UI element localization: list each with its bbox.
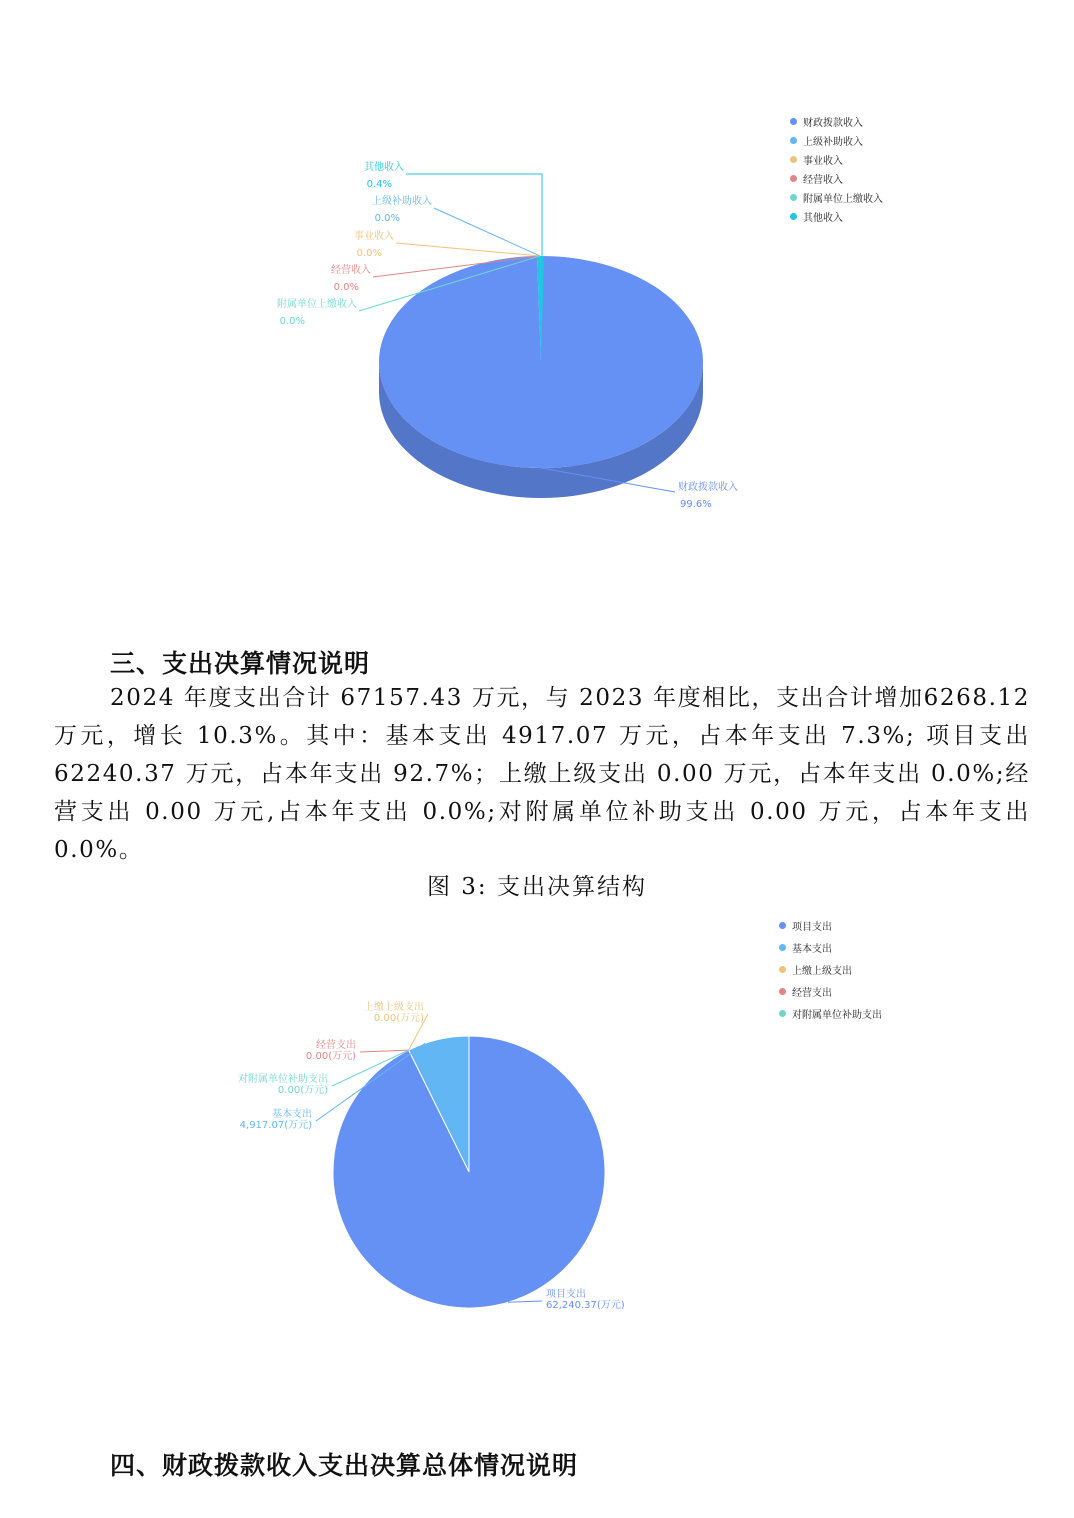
- slice-value-label: 99.6%: [680, 499, 712, 510]
- slice-value-label: 0.0%: [279, 316, 305, 327]
- slice-label: 上级补助收入: [372, 196, 432, 207]
- slice-value-label: 0.4%: [366, 179, 392, 190]
- legend-label: 上缴上级支出: [792, 966, 852, 977]
- legend-label: 上级补助收入: [803, 137, 863, 148]
- slice-label: 上缴上级支出: [364, 1002, 424, 1013]
- expense-pie-chart: [0, 900, 1074, 1340]
- label-leader-line: [396, 243, 540, 256]
- section-3-paragraph: 2024 年度支出合计 67157.43 万元，与 2023 年度相比，支出合计增加6268.12 万元，增长 10.3%。其中：基本支出 4917.07 万元，占本年支出 7.3%; 项目支出 62240.37 万元，占本年支出 92.7%；上缴上级支出 0.00 万元，占本年支出 0.0%;经营支出 0.00 万元,占本年支出 0.0%;对附属单位补助支出 0.00 万元，占本年支出 0.0%。: [54, 685, 1030, 863]
- slice-label: 经营收入: [331, 265, 371, 276]
- slice-label: 其他收入: [364, 162, 404, 173]
- slice-value-label: 0.00(万元): [277, 1085, 328, 1096]
- slice-label: 附属单位上缴收入: [277, 299, 357, 310]
- slice-label: 经营支出: [316, 1040, 356, 1051]
- legend-label: 其他收入: [803, 213, 843, 224]
- legend-label: 附属单位上缴收入: [803, 194, 883, 205]
- label-leader-line: [406, 174, 542, 256]
- slice-value-label: 0.0%: [333, 282, 359, 293]
- slice-value-label: 0.0%: [374, 213, 400, 224]
- legend-label: 经营支出: [792, 988, 832, 999]
- section-3-heading: 三、支出决算情况说明: [110, 649, 371, 678]
- slice-value-label: 62,240.37(万元): [546, 1300, 625, 1311]
- legend-label: 经营收入: [803, 175, 843, 186]
- slice-value-label: 0.00(万元): [373, 1013, 424, 1024]
- section-4-heading: 四、财政拨款收入支出决算总体情况说明: [110, 1451, 579, 1480]
- pie-slice-0[interactable]: [333, 1036, 605, 1308]
- slice-value-label: 4,917.07(万元): [239, 1120, 312, 1131]
- figure-3-caption: 图 3: 支出决算结构: [426, 874, 647, 900]
- income-pie-chart: [0, 0, 1074, 560]
- slice-value-label: 0.00(万元): [305, 1051, 356, 1062]
- slice-label: 项目支出: [546, 1289, 586, 1300]
- label-leader-line: [360, 1050, 409, 1052]
- legend-label: 事业收入: [803, 156, 843, 167]
- legend-label: 项目支出: [792, 922, 832, 933]
- slice-label: 对附属单位补助支出: [238, 1074, 328, 1085]
- legend-label: 财政拨款收入: [803, 118, 863, 129]
- slice-value-label: 0.0%: [356, 248, 382, 259]
- slice-label: 财政拨款收入: [678, 482, 738, 493]
- legend-label: 对附属单位补助支出: [792, 1010, 882, 1021]
- label-leader-line: [434, 208, 540, 256]
- slice-label: 基本支出: [272, 1109, 312, 1120]
- legend-label: 基本支出: [792, 944, 832, 955]
- slice-label: 事业收入: [354, 231, 394, 242]
